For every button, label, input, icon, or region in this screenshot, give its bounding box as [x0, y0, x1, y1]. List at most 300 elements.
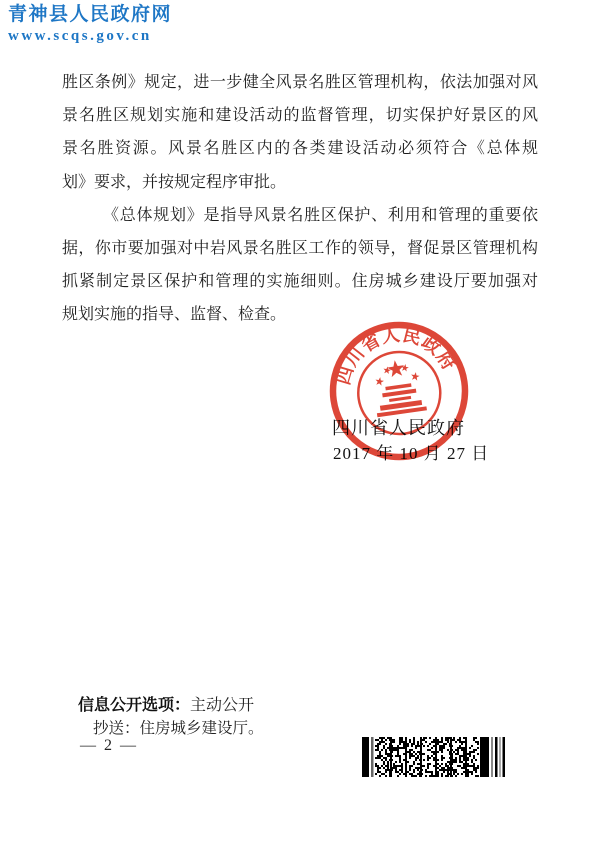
barcode-bar	[437, 743, 439, 745]
barcode-bar	[387, 755, 389, 757]
barcode-bar	[469, 751, 471, 753]
barcode-bar	[379, 775, 381, 777]
barcode-bar	[387, 763, 389, 765]
barcode-bar	[441, 749, 443, 751]
barcode-bar	[415, 767, 417, 769]
barcode-bar	[397, 753, 399, 755]
barcode-bar	[461, 741, 463, 743]
barcode-bar	[377, 755, 379, 757]
barcode-bar	[437, 751, 439, 753]
barcode-bar	[417, 767, 419, 769]
barcode-bar	[383, 767, 385, 769]
barcode-bar	[455, 761, 457, 763]
barcode-bar	[437, 763, 439, 765]
barcode-bar	[477, 747, 479, 749]
barcode-bar	[385, 765, 387, 767]
barcode-bar	[439, 769, 441, 771]
barcode-bar	[417, 757, 419, 759]
barcode-bar	[437, 771, 439, 773]
barcode-bar	[375, 773, 377, 775]
barcode-bar	[463, 767, 465, 769]
body-line: 抓紧制定景区保护和管理的实施细则。住房城乡建设厅要加强对	[62, 273, 538, 291]
barcode-bar	[401, 769, 403, 771]
barcode-bar	[381, 749, 383, 751]
barcode-bar	[429, 749, 431, 751]
barcode-bar	[399, 747, 401, 749]
barcode-bar	[383, 745, 385, 747]
barcode-bar	[477, 767, 479, 769]
barcode-bar	[379, 753, 381, 755]
barcode-bar	[461, 767, 463, 769]
barcode-bar	[441, 767, 443, 769]
barcode-bar	[401, 767, 403, 769]
barcode-bar	[425, 737, 427, 739]
barcode-bar	[425, 775, 427, 777]
barcode-bar	[463, 749, 465, 751]
barcode-bar	[463, 765, 465, 767]
barcode-bar	[473, 767, 475, 769]
barcode-bar	[377, 739, 379, 741]
barcode-bar	[463, 741, 465, 743]
barcode-bar	[473, 751, 475, 753]
barcode-bar	[441, 737, 443, 739]
barcode-bar	[409, 739, 411, 741]
star-icon	[401, 364, 409, 373]
barcode-bar	[439, 741, 441, 743]
barcode-bar	[467, 773, 469, 775]
barcode-bar	[473, 737, 475, 739]
barcode-bar	[455, 753, 457, 755]
barcode-bar	[463, 751, 465, 753]
barcode-bar	[401, 747, 403, 749]
body-line: 胜区条例》规定，进一步健全风景名胜区管理机构，依法加强对风	[62, 74, 538, 91]
barcode-bar	[413, 751, 415, 753]
barcode-bar	[445, 775, 447, 777]
barcode-bar	[395, 765, 397, 767]
site-header	[8, 5, 172, 44]
seal-ring-text: 四川省人民政府	[333, 324, 460, 388]
barcode-bar	[433, 775, 435, 777]
barcode-bar	[415, 759, 417, 761]
barcode-bar	[381, 765, 383, 767]
barcode-bar	[409, 741, 411, 743]
barcode-bar	[463, 755, 465, 757]
barcode-bar	[467, 765, 469, 767]
barcode-bar	[377, 745, 379, 747]
barcode-bar	[387, 767, 389, 769]
barcode-bar	[457, 773, 459, 775]
barcode-bar	[385, 743, 387, 745]
barcode-bar	[441, 759, 443, 761]
barcode-bar	[417, 743, 419, 745]
barcode-bar	[397, 771, 399, 773]
barcode-bar	[441, 757, 443, 759]
barcode-bar	[473, 755, 475, 757]
barcode-bar	[447, 737, 449, 739]
barcode-bar	[461, 773, 463, 775]
barcode-bar	[425, 769, 427, 771]
barcode-bar	[409, 755, 411, 757]
barcode-bar	[393, 741, 395, 743]
body-line: 《总体规划》是指导风景名胜区保护、利用和管理的重要依	[103, 206, 538, 224]
barcode-bar	[417, 741, 419, 743]
page-number: — 2 —	[80, 737, 138, 754]
barcode-bar	[413, 755, 415, 757]
barcode-bar	[385, 759, 387, 761]
barcode-bar	[457, 753, 459, 755]
barcode-bar	[445, 763, 447, 765]
barcode-bar	[429, 743, 431, 745]
barcode-bar	[425, 741, 427, 743]
barcode-bar	[469, 771, 471, 773]
barcode-bar	[377, 749, 379, 751]
barcode-bar	[377, 747, 379, 749]
national-emblem-icon	[353, 347, 446, 440]
barcode-bar	[383, 747, 385, 749]
site-name: 青神县人民政府网	[8, 4, 173, 25]
barcode-bar	[477, 753, 479, 755]
barcode-bar	[413, 771, 415, 773]
barcode-bar	[383, 757, 385, 759]
barcode-bar	[379, 737, 381, 739]
barcode-bar	[463, 757, 465, 759]
barcode-bar	[397, 751, 399, 753]
barcode-bar	[463, 747, 465, 749]
barcode-bar	[411, 765, 413, 767]
barcode-bar	[447, 739, 449, 741]
barcode-bar	[401, 765, 403, 767]
barcode-bar	[441, 751, 443, 753]
info-disclosure-line	[78, 692, 254, 715]
barcode-bar	[379, 741, 381, 743]
barcode-bar	[403, 753, 405, 755]
barcode-bar	[475, 741, 477, 743]
document-body	[62, 66, 538, 332]
barcode-bar	[447, 769, 449, 771]
barcode-bar	[385, 771, 387, 773]
barcode-bar	[427, 757, 429, 759]
barcode-bar	[420, 737, 422, 777]
barcode-bar	[441, 755, 443, 757]
barcode-bar	[503, 737, 506, 777]
barcode-bar	[399, 743, 401, 745]
barcode-bar	[443, 745, 445, 747]
barcode-bar	[445, 765, 447, 767]
barcode-bar	[477, 743, 479, 745]
barcode-bar	[399, 761, 401, 763]
barcode-bar	[467, 753, 469, 755]
barcode-bar	[397, 765, 399, 767]
barcode-bar	[393, 739, 395, 741]
barcode-bar	[437, 741, 439, 743]
barcode-bar	[427, 763, 429, 765]
barcode-bar	[463, 763, 465, 765]
barcode-bar	[427, 749, 429, 751]
barcode-bar	[383, 763, 385, 765]
barcode-bar	[407, 745, 409, 747]
seal-date: 2017 年 10 月 27 日	[333, 444, 490, 463]
barcode-bar	[395, 761, 397, 763]
barcode-bar	[459, 737, 461, 739]
barcode-bar	[459, 765, 461, 767]
barcode-bar	[399, 737, 401, 739]
barcode-bar	[453, 751, 455, 753]
barcode-bar	[417, 773, 419, 775]
barcode-bar	[385, 751, 387, 753]
document-barcode	[362, 737, 510, 777]
barcode-bar	[441, 741, 443, 743]
barcode-bar	[455, 775, 457, 777]
barcode-bar	[437, 767, 439, 769]
barcode-bar	[403, 741, 405, 743]
barcode-bar	[411, 773, 413, 775]
barcode-bar	[447, 741, 449, 743]
barcode-bar	[437, 773, 439, 775]
barcode-bar	[399, 769, 401, 771]
barcode-bar	[427, 765, 429, 767]
barcode-bar	[397, 745, 399, 747]
barcode-bar	[455, 771, 457, 773]
barcode-bar	[469, 755, 471, 757]
barcode-bar	[455, 749, 457, 751]
barcode-bar	[397, 775, 399, 777]
barcode-bar	[471, 771, 473, 773]
barcode-bar	[477, 741, 479, 743]
barcode-bar	[453, 773, 455, 775]
barcode-bar	[457, 751, 459, 753]
barcode-bar	[463, 771, 465, 773]
barcode-bar	[467, 757, 469, 759]
barcode-bar	[441, 769, 443, 771]
barcode-bar	[415, 775, 417, 777]
body-line: 景名胜区规划实施和建设活动的监督管理，切实保护好景区的风	[62, 107, 538, 125]
barcode-bar	[375, 739, 377, 741]
barcode-bar	[459, 755, 461, 757]
barcode-bar	[387, 761, 389, 763]
barcode-bar	[463, 737, 465, 739]
barcode-bar	[461, 761, 463, 763]
barcode-bar	[395, 767, 397, 769]
barcode-bar	[443, 747, 445, 749]
barcode-bar	[383, 737, 385, 739]
barcode-bar	[445, 769, 447, 771]
barcode-bar	[417, 755, 419, 757]
barcode-bar	[423, 765, 425, 767]
barcode-bar	[457, 739, 459, 741]
info-disclosure-value: 主动公开	[190, 697, 255, 714]
barcode-bar	[417, 745, 419, 747]
barcode-bar	[377, 769, 379, 771]
star-icon	[375, 377, 384, 387]
barcode-bar	[475, 769, 477, 771]
barcode-bar	[385, 749, 387, 751]
barcode-bar	[467, 769, 469, 771]
barcode-bar	[399, 741, 401, 743]
barcode-bar	[477, 765, 479, 767]
barcode-bar	[461, 743, 463, 745]
barcode-bar	[429, 737, 431, 739]
barcode-bar	[395, 769, 397, 771]
barcode-bar	[393, 763, 395, 765]
barcode-bar	[397, 755, 399, 757]
barcode-bar	[377, 743, 379, 745]
emblem-building-part	[385, 383, 411, 390]
barcode-bar	[385, 757, 387, 759]
official-seal-icon	[324, 316, 474, 466]
barcode-bar	[469, 765, 471, 767]
barcode-bar	[459, 759, 461, 761]
barcode-bar	[500, 737, 501, 777]
barcode-bar	[379, 751, 381, 753]
barcode-bar	[379, 743, 381, 745]
barcode-bar	[403, 759, 405, 761]
barcode-bar	[457, 747, 459, 749]
barcode-bar	[377, 765, 379, 767]
barcode-bar	[383, 773, 385, 775]
barcode-bar	[445, 737, 447, 739]
barcode-bar	[441, 739, 443, 741]
barcode-bar	[371, 737, 374, 777]
barcode-bar	[409, 773, 411, 775]
barcode-bar	[461, 755, 463, 757]
authority-name: 四川省人民政府	[332, 418, 465, 438]
barcode-bar	[377, 757, 379, 759]
barcode-bar	[399, 757, 401, 759]
barcode-bar	[411, 743, 413, 745]
barcode-bar	[423, 753, 425, 755]
barcode-bar	[403, 747, 405, 749]
barcode-bar	[409, 751, 411, 753]
barcode-bar	[475, 767, 477, 769]
barcode-bar	[423, 737, 425, 739]
barcode-bar	[443, 743, 445, 745]
barcode-bar	[431, 775, 433, 777]
barcode-bar	[385, 739, 387, 741]
barcode-bar	[453, 771, 455, 773]
barcode-bar	[413, 769, 415, 771]
body-line: 据，你市要加强对中岩风景名胜区工作的领导，督促景区管理机构	[62, 239, 538, 257]
barcode-bar	[417, 751, 419, 753]
barcode-bar	[461, 749, 463, 751]
barcode-bar	[447, 765, 449, 767]
barcode-bar	[381, 755, 383, 757]
barcode-bar	[471, 751, 473, 753]
barcode-bar	[459, 757, 461, 759]
emblem-building-part	[389, 396, 411, 402]
barcode-bar	[399, 739, 401, 741]
barcode-bar	[447, 771, 449, 773]
barcode-bar	[395, 771, 397, 773]
barcode-bar	[411, 749, 413, 751]
barcode-bar	[471, 745, 473, 747]
barcode-bar	[473, 769, 475, 771]
barcode-bar	[475, 749, 477, 751]
barcode-bar	[439, 765, 441, 767]
barcode-bar	[429, 757, 431, 759]
barcode-bar	[471, 773, 473, 775]
barcode-bar	[429, 763, 431, 765]
barcode-bar	[457, 749, 459, 751]
barcode-bar	[401, 763, 403, 765]
barcode-bar	[475, 771, 477, 773]
barcode-bar	[381, 739, 383, 741]
barcode-bar	[437, 759, 439, 761]
barcode-bar	[453, 769, 455, 771]
barcode-bar	[433, 759, 435, 761]
barcode-bar	[473, 763, 475, 765]
barcode-bar	[413, 763, 415, 765]
barcode-bar	[467, 763, 469, 765]
barcode-bar	[441, 775, 443, 777]
star-icon	[386, 359, 405, 378]
barcode-bar	[417, 769, 419, 771]
barcode-bar	[415, 747, 417, 749]
barcode-bar	[425, 771, 427, 773]
barcode-bar	[377, 771, 379, 773]
barcode-bar	[473, 749, 475, 751]
barcode-bar	[447, 749, 449, 751]
barcode-bar	[427, 767, 429, 769]
barcode-bar	[403, 745, 405, 747]
barcode-bar	[453, 739, 455, 741]
barcode-bar	[427, 745, 429, 747]
barcode-bar	[475, 737, 477, 739]
barcode-bar	[407, 751, 409, 753]
barcode-bar	[415, 753, 417, 755]
barcode-bar	[411, 745, 413, 747]
info-disclosure-label: 信息公开选项：	[78, 697, 191, 714]
barcode-bar	[441, 773, 443, 775]
barcode-bar	[427, 755, 429, 757]
barcode-bar	[409, 765, 411, 767]
barcode-bar	[431, 741, 433, 743]
barcode-bar	[447, 761, 449, 763]
barcode-bar	[445, 743, 447, 745]
barcode-bar	[455, 741, 457, 743]
barcode-bar	[441, 745, 443, 747]
barcode-bar	[423, 759, 425, 761]
barcode-bar	[450, 737, 452, 777]
barcode-bar	[409, 749, 411, 751]
barcode-bar	[385, 775, 387, 777]
barcode-bar	[379, 757, 381, 759]
barcode-bar	[431, 771, 433, 773]
barcode-bar	[413, 743, 415, 745]
barcode-bar	[429, 775, 431, 777]
barcode-bar	[433, 751, 435, 753]
barcode-bar	[385, 769, 387, 771]
barcode-bar	[459, 739, 461, 741]
barcode-bar	[413, 737, 415, 739]
barcode-bar	[375, 745, 377, 747]
barcode-bar	[395, 747, 397, 749]
barcode-bar	[471, 761, 473, 763]
barcode-bar	[407, 761, 409, 763]
barcode-bar	[375, 757, 377, 759]
barcode-bar	[407, 743, 409, 745]
barcode-bar	[433, 757, 435, 759]
barcode-bar	[491, 737, 493, 777]
barcode-bar	[383, 761, 385, 763]
barcode-bar	[455, 759, 457, 761]
barcode-bar	[401, 737, 403, 739]
barcode-bar	[433, 745, 435, 747]
barcode-bar	[395, 755, 397, 757]
barcode-bar	[475, 759, 477, 761]
barcode-bar	[463, 759, 465, 761]
barcode-bar	[443, 771, 445, 773]
barcode-bar	[467, 771, 469, 773]
